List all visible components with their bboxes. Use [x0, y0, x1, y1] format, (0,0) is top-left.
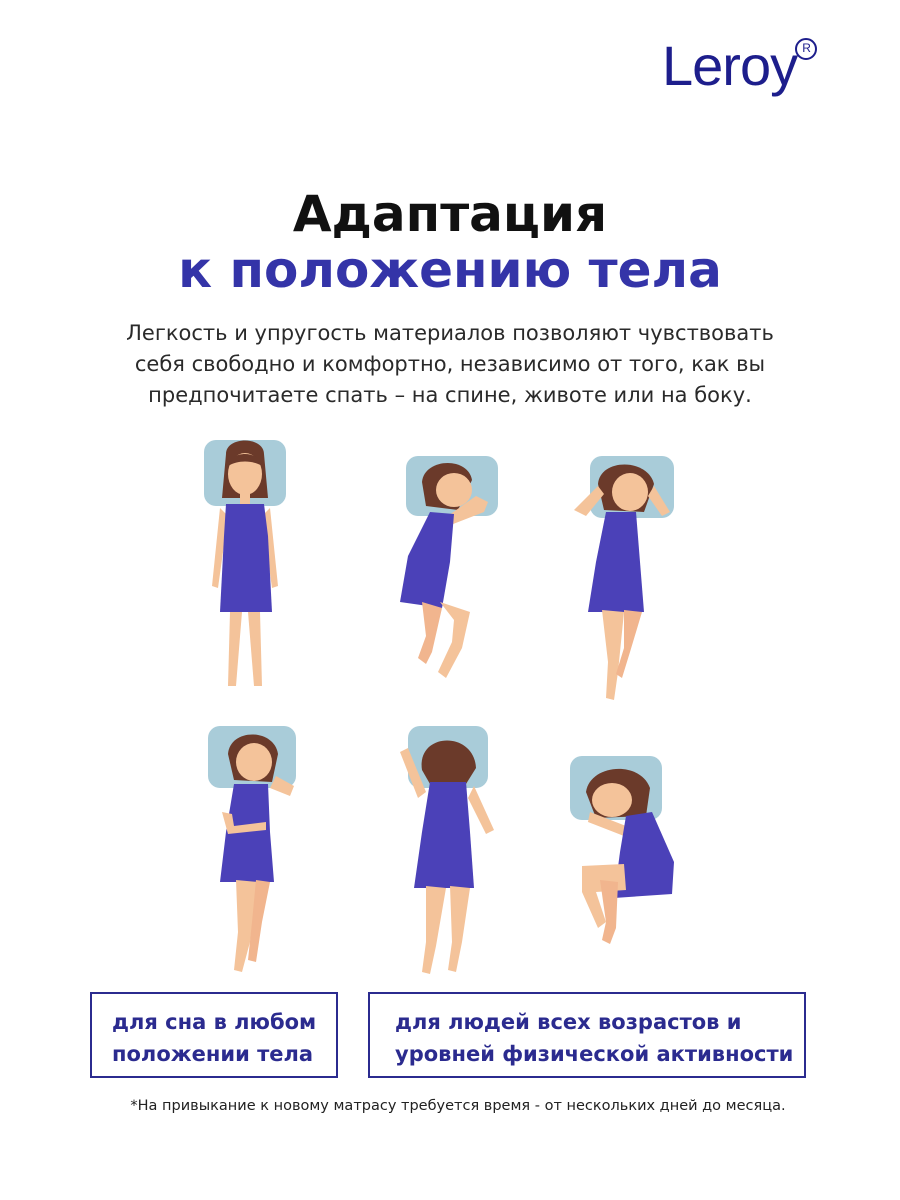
side-curled-sleeper-illustration [392, 452, 504, 688]
registered-mark: R [795, 38, 817, 60]
page-title: Адаптация [292, 185, 608, 243]
description-line: предпочитаете спать – на спине, животе или на боку. [148, 383, 752, 407]
feature-text-line: для сна в любом [112, 1010, 317, 1034]
side-hand-on-stomach-sleeper-illustration [206, 722, 302, 978]
description-line: себя свободно и комфортно, независимо от того, как вы [134, 352, 766, 376]
feature-card-any-position [90, 992, 338, 1078]
back-sleeper-illustration [190, 436, 300, 706]
feature-text-line: уровней физической активности [395, 1042, 794, 1066]
feature-text-line: для людей всех возрастов и [395, 1010, 742, 1034]
description-line: Легкость и упругость материалов позволяют чувствовать [126, 321, 774, 345]
brand-logo [662, 34, 810, 97]
feature-text-line: положении тела [112, 1042, 314, 1066]
footnote: *На привыкание к новому матрасу требуется время - от нескольких дней до месяца. [130, 1098, 786, 1114]
side-arms-up-sleeper-illustration [570, 452, 680, 704]
stomach-sleeper-illustration [396, 722, 500, 978]
fetal-sleeper-illustration [566, 752, 680, 952]
page-subtitle: к положению тела [178, 241, 722, 299]
brand-logo-text: Leroy [662, 34, 798, 97]
description [60, 318, 840, 411]
feature-card-all-ages [368, 992, 806, 1078]
